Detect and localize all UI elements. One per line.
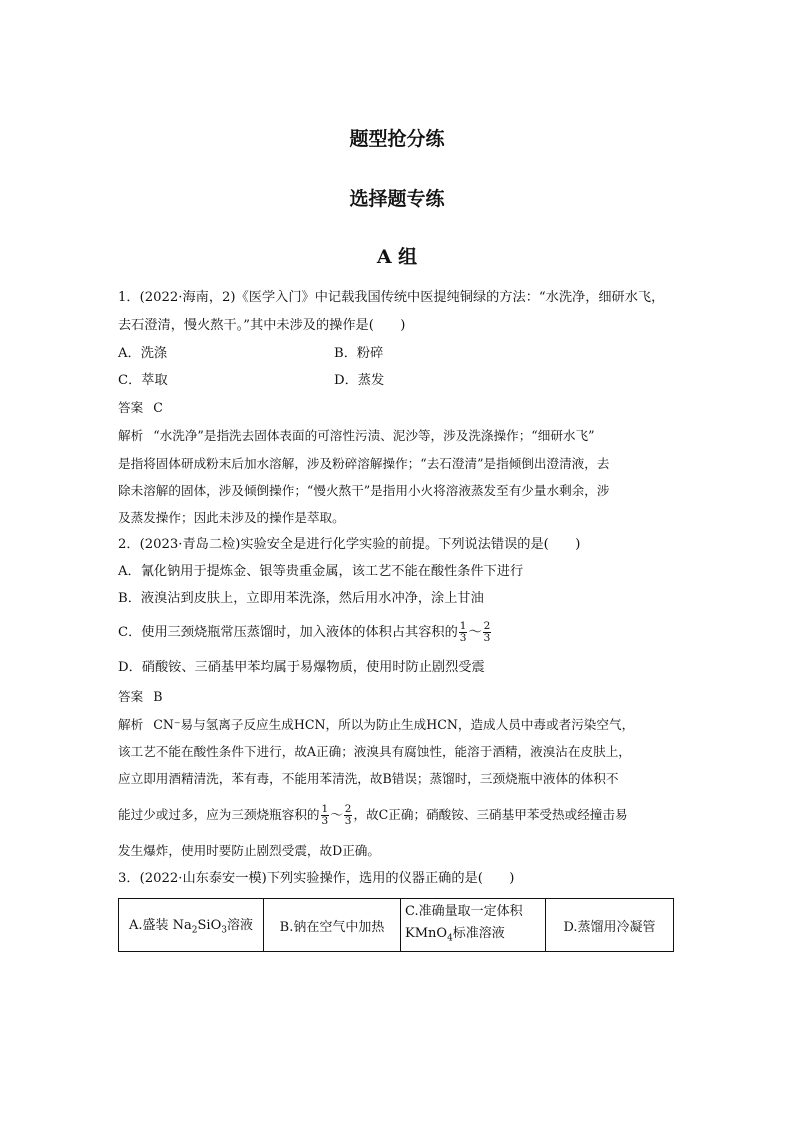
cell-text: SiO (197, 918, 222, 934)
q1-answer (118, 399, 163, 417)
q1-stem-line1: 1．(2022·海南，2)《医学入门》中记载我国传统中医提纯铜绿的方法：“水洗净，细研水飞， (118, 290, 665, 305)
q2-option-a: A．氰化钠用于提炼金、银等贵重金属，该工艺不能在酸性条件下进行 (118, 564, 524, 579)
fraction (344, 804, 353, 827)
q2-analysis-line2: 该工艺不能在酸性条件下进行，故A正确；液溴具有腐蚀性，能溶于酒精，液溴沾在皮肤上， (118, 744, 631, 759)
subscript: 4 (447, 933, 453, 944)
q1-option-d: D．蒸发 (334, 373, 385, 388)
q1-answer-value: C (153, 400, 163, 415)
fraction (483, 621, 492, 644)
subscript: 2 (191, 925, 198, 936)
q2-analysis-line4 (118, 804, 628, 827)
q1-options-row2 (118, 372, 385, 390)
fraction (321, 804, 330, 827)
page-title: 题型抢分练 (349, 128, 445, 150)
q1-option-b: B．粉碎 (334, 346, 384, 361)
q2-stem: 2．(2023·青岛二检)实验安全是进行化学实验的前提。下列说法错误的是( ) (118, 537, 581, 552)
answer-label: 答案 (118, 400, 144, 415)
q1-analysis-line1 (118, 427, 595, 445)
q3-stem: 3．(2022·山东泰安一模)下列实验操作，选用的仪器正确的是( ) (118, 871, 515, 886)
fraction-denominator: 3 (344, 815, 352, 827)
q1-analysis-line2: 是指将固体研成粉末后加水溶解，涉及粉碎溶解操作；“去石澄清”是指倾倒出澄清液，去 (118, 456, 610, 471)
q1-analysis-line4: 及蒸发操作；因此未涉及的操作是萃取。 (118, 510, 345, 525)
section-title: 选择题专练 (349, 188, 445, 210)
q2-option-c-text: C．使用三颈烧瓶常压蒸馏时，加入液体的体积占其容积的 (118, 625, 458, 640)
q1-option-c: C．萃取 (118, 373, 168, 388)
fraction-denominator: 3 (459, 632, 467, 644)
fraction-denominator: 3 (321, 815, 329, 827)
fraction-denominator: 3 (483, 632, 491, 644)
analysis-label: 解析 (118, 717, 144, 732)
q3-cell-b: B.钠在空气中加热 (264, 899, 401, 952)
cell-text: 溶液 (226, 918, 253, 934)
subscript: 3 (221, 925, 227, 936)
q1-stem-line2: 去石澄清，慢火熬干。”其中未涉及的操作是( ) (118, 318, 406, 333)
fraction (459, 621, 468, 644)
q3-options-table (118, 898, 674, 952)
q2-analysis-line3: 应立即用酒精清洗，苯有毒，不能用苯清洗，故B错误；蒸馏时，三颈烧瓶中液体的体积不 (118, 771, 619, 786)
analysis-text: 能过少或过多，应为三颈烧瓶容积的 (118, 807, 320, 822)
cell-text: A.盛装 Na (129, 918, 192, 934)
q3-cell-d: D.蒸馏用冷凝管 (546, 899, 674, 952)
fraction-numerator: 1 (459, 620, 467, 632)
fraction-numerator: 1 (321, 803, 329, 815)
q3-cell-a (119, 899, 264, 952)
q2-analysis-line5: 发生爆炸，使用时要防止剧烈受震，故D正确。 (118, 843, 380, 858)
q1-analysis-line3: 除未溶解的固体，涉及倾倒操作；“慢火熬干”是指用小火将溶液蒸发至有少量水剩余，涉 (118, 483, 610, 498)
fraction-numerator: 2 (483, 620, 491, 632)
q2-analysis-line1 (118, 716, 634, 734)
q2-option-b: B．液溴沾到皮肤上，立即用苯洗涤，然后用水冲净，涂上甘油 (118, 591, 484, 606)
q2-option-d: D．硝酸铵、三硝基甲苯均属于易爆物质，使用时防止剧烈受震 (118, 660, 485, 675)
range-tilde: ～ (468, 625, 482, 640)
q2-answer-value: B (153, 689, 163, 704)
analysis-text: ，故C正确；硝酸铵、三硝基甲苯受热或经撞击易 (353, 807, 628, 822)
fraction-numerator: 2 (344, 803, 352, 815)
cell-text: KMnO (405, 925, 448, 941)
cell-text: C.准确量取一定体积 (405, 903, 523, 919)
range-tilde: ～ (330, 807, 343, 822)
q2-option-c (118, 621, 492, 644)
table-row (119, 899, 674, 952)
analysis-label: 解析 (118, 428, 144, 443)
analysis-text: CN⁻易与氢离子反应生成HCN，所以为防止生成HCN，造成人员中毒或者污染空气， (153, 717, 635, 732)
analysis-text: “水洗净”是指洗去固体表面的可溶性污渍、泥沙等，涉及洗涤操作；“细研水飞” (153, 428, 595, 443)
q1-options-row1 (118, 345, 384, 363)
q3-cell-c (401, 899, 546, 952)
group-title: A 组 (376, 246, 418, 268)
answer-label: 答案 (118, 689, 144, 704)
q1-option-a: A．洗涤 (118, 346, 168, 361)
cell-text: 标准溶液 (452, 925, 505, 941)
q2-answer (118, 688, 162, 706)
